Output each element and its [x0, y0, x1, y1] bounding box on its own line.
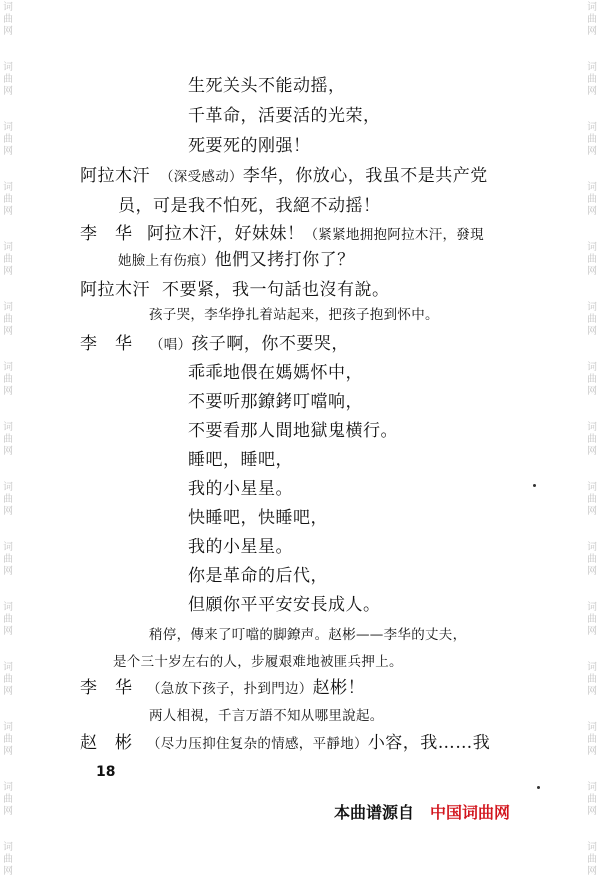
watermark-mark: 词曲网 [3, 122, 13, 157]
speaker-name: 赵 彬 [80, 733, 133, 753]
stage-direction: （紧紧地拥抱阿拉木汗，發現 [304, 227, 484, 243]
dialogue-line [80, 733, 490, 754]
watermark-mark: 词曲网 [3, 482, 13, 517]
speaker-name: 阿拉木汗 [80, 166, 150, 186]
dialogue-line [80, 166, 488, 187]
footer-credit [334, 800, 510, 823]
stage-direction: 两人相視，千言万語不知从哪里說起。 [149, 708, 384, 724]
stage-direction: （深受感动） [160, 169, 243, 185]
watermark-mark: 词曲网 [587, 722, 597, 757]
watermark-mark: 词曲网 [587, 122, 597, 157]
watermark-mark: 词曲网 [587, 2, 597, 37]
lyric-line: 我的小星星。 [188, 479, 293, 499]
speaker-name: 李 华 [80, 334, 133, 354]
lyric-line: 快睡吧，快睡吧， [188, 508, 328, 528]
watermark-mark: 词曲网 [3, 302, 13, 337]
dialogue-text: 不要紧，我一句話也沒有說。 [162, 280, 390, 300]
speck-mark [537, 786, 540, 789]
page-number: 18 [96, 764, 116, 780]
watermark-mark: 词曲网 [587, 242, 597, 277]
dialogue-continuation [118, 250, 355, 271]
watermark-mark: 词曲网 [3, 242, 13, 277]
watermark-mark: 词曲网 [3, 2, 13, 37]
speaker-name: 李 华 [80, 224, 133, 244]
watermark-mark: 词曲网 [587, 482, 597, 517]
watermark-mark: 词曲网 [587, 302, 597, 337]
watermark-mark: 词曲网 [587, 62, 597, 97]
dialogue-text: 小容，我……我 [367, 733, 491, 753]
dialogue-line [80, 224, 484, 245]
dialogue-line [80, 280, 390, 300]
dialogue-text: 李华，你放心，我虽不是共产党 [242, 166, 488, 186]
watermark-mark: 词曲网 [587, 422, 597, 457]
watermark-column-right [584, 0, 600, 877]
dialogue-continuation: 员，可是我不怕死，我絕不动摇！ [118, 196, 381, 216]
stage-direction: （尽力压抑住复杂的情感，平靜地） [147, 736, 368, 752]
watermark-mark: 词曲网 [587, 542, 597, 577]
watermark-mark: 词曲网 [587, 782, 597, 817]
watermark-mark: 词曲网 [3, 62, 13, 97]
watermark-mark: 词曲网 [587, 662, 597, 697]
lyric-line: 你是革命的后代， [188, 566, 328, 586]
dialogue-line [80, 334, 349, 355]
lyric-line: 睡吧，睡吧， [188, 450, 293, 470]
source-credit-label: 本曲谱源自 [334, 803, 415, 822]
watermark-mark: 词曲网 [587, 362, 597, 397]
stage-direction: 稍停，傳来了叮噹的脚鐐声。赵彬——李华的丈夫， [149, 627, 467, 643]
watermark-mark: 词曲网 [587, 182, 597, 217]
watermark-mark: 词曲网 [587, 842, 597, 877]
watermark-mark: 词曲网 [3, 842, 13, 877]
lyric-line: 生死关头不能动摇， [188, 76, 346, 96]
watermark-mark: 词曲网 [3, 182, 13, 217]
stage-direction: 是个三十岁左右的人，步履艰难地被匪兵押上。 [113, 654, 403, 670]
watermark-mark: 词曲网 [3, 782, 13, 817]
speck-mark [533, 484, 536, 487]
dialogue-text: 他們又拷打你了？ [214, 250, 355, 270]
speaker-name: 阿拉木汗 [80, 280, 150, 300]
lyric-line: 死要死的刚强！ [188, 136, 311, 156]
watermark-mark: 词曲网 [3, 422, 13, 457]
lyric-line: 不要听那鐐銬叮噹响， [188, 392, 363, 412]
stage-direction: （唱） [150, 337, 192, 353]
watermark-mark: 词曲网 [3, 662, 13, 697]
stage-direction: （急放下孩子，扑到門边） [147, 681, 313, 697]
site-name[interactable]: 中国词曲网 [430, 803, 511, 822]
watermark-mark: 词曲网 [587, 602, 597, 637]
dialogue-text: 孩子啊，你不要哭， [191, 334, 349, 354]
dialogue-line [80, 678, 365, 699]
lyric-line: 我的小星星。 [188, 537, 293, 557]
lyric-line: 千革命，活要活的光荣， [188, 106, 381, 126]
watermark-mark: 词曲网 [3, 362, 13, 397]
lyric-line: 不要看那人間地獄鬼横行。 [188, 421, 398, 441]
watermark-mark: 词曲网 [3, 602, 13, 637]
dialogue-text: 阿拉木汗，好妹妹！ [147, 224, 305, 244]
watermark-mark: 词曲网 [3, 542, 13, 577]
watermark-mark: 词曲网 [3, 722, 13, 757]
lyric-line: 但願你平平安安長成人。 [188, 595, 381, 615]
stage-direction: 孩子哭，李华挣扎着站起来，把孩子抱到怀中。 [149, 307, 439, 323]
stage-direction: 她臉上有伤痕） [118, 253, 215, 269]
watermark-column-left [0, 0, 16, 877]
lyric-line: 乖乖地偎在媽媽怀中， [188, 363, 363, 383]
dialogue-text: 赵彬！ [312, 678, 366, 698]
speaker-name: 李 华 [80, 678, 133, 698]
